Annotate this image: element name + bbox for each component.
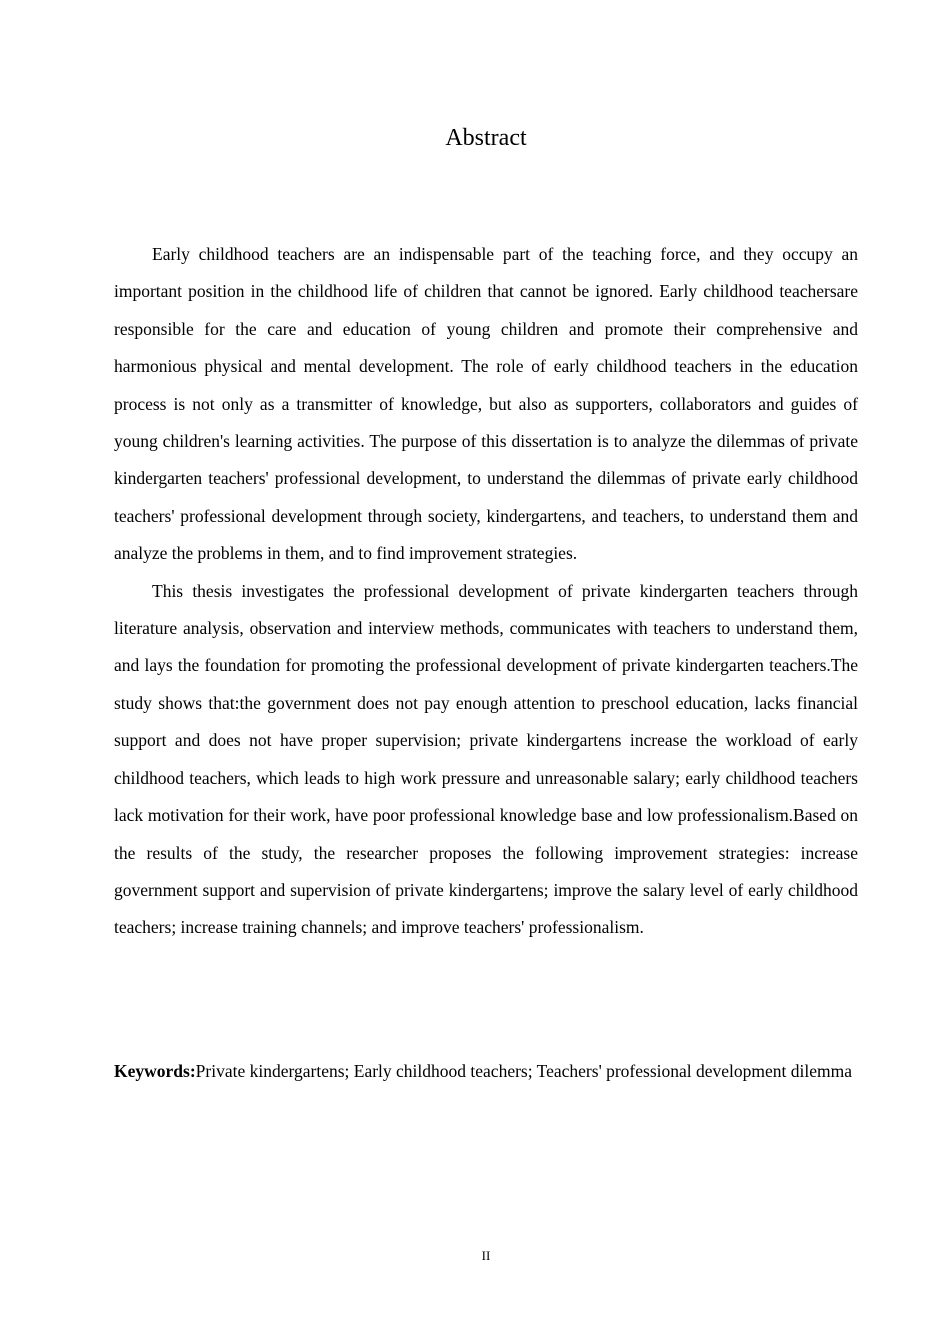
page-number: II xyxy=(481,1248,491,1263)
abstract-title: Abstract xyxy=(445,125,527,151)
abstract-body xyxy=(114,236,858,947)
abstract-paragraph-2: This thesis investigates the professional development of private kindergarten teachers through literature analysis, observation and interview methods, communicates with teachers to understand them, and lays the foundation for promoting the professional development of private kindergarten teachers.The study shows that:the government does not pay enough attention to preschool education, lacks financial support and does not have proper supervision; private kindergartens increase the workload of early childhood teachers, which leads to high work pressure and unreasonable salary; early childhood teachers lack motivation for their work, have poor professional knowledge base and low professionalism.Based on the results of the study, the researcher proposes the following improvement strategies: increase government support and supervision of private kindergartens; improve the salary level of early childhood teachers; increase training channels; and improve teachers' professionalism. xyxy=(114,580,858,938)
keywords-label: Keywords: xyxy=(114,1061,196,1081)
keywords-text: Private kindergartens; Early childhood teachers; Teachers' professional development dilemma xyxy=(195,1061,853,1081)
keywords-section xyxy=(114,1053,858,1090)
abstract-paragraph-1: Early childhood teachers are an indispensable part of the teaching force, and they occupy an important position in the childhood life of children that cannot be ignored. Early childhood teachersare responsible for the care and education of young children and promote their comprehensive and harmonious physical and mental development. The role of early childhood teachers in the education process is not only as a transmitter of knowledge, but also as supporters, collaborators and guides of young children's learning activities. The purpose of this dissertation is to analyze the dilemmas of private kindergarten teachers' professional development, to understand the dilemmas of private early childhood teachers' professional development through society, kindergartens, and teachers, to understand them and analyze the problems in them, and to find improvement strategies. xyxy=(114,244,858,564)
